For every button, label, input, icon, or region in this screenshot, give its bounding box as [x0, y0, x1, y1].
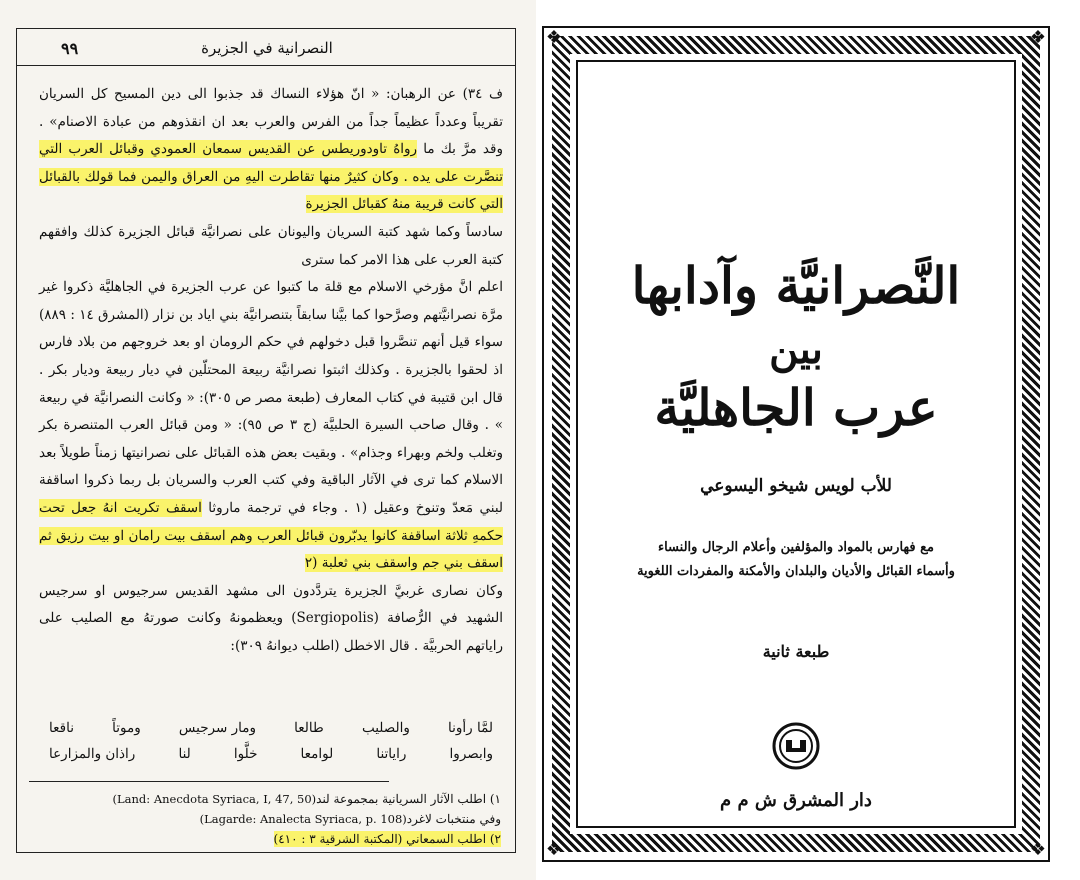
verse-word: خلَّوا: [233, 746, 258, 762]
title-page-content: [576, 60, 1016, 828]
highlighted-footnote: [274, 831, 501, 847]
page-number: ٩٩: [61, 39, 79, 58]
footnote-body: [196, 812, 501, 826]
running-title: النصرانية في الجزيرة: [201, 39, 333, 57]
verse-word: ناقعا: [49, 720, 74, 736]
corner-ornament-icon: ❖: [545, 839, 563, 860]
text-segment: ف ٣٤) عن الرهبان: « انّ هؤلاء النساك قد جذبوا الى دين المسيح كل السريان تقريباً وعدداً عظيماً جداً من الفرس والعرب بعد ان انقذوهم من عبادة الاصنام» . وقد مرَّ بك ما: [39, 86, 503, 158]
footnote-text: اطلب الآثار السريانية بمجموعة لند: [316, 792, 487, 806]
text-segment: ويعظمونهُ وكانت صورتهُ مع الصليب على راياتهم الحربيَّة . قال الاخطل (اطلب ديوانهُ ٣٠٩):: [39, 610, 503, 654]
verse-word: وابصروا: [449, 746, 493, 762]
description: [586, 536, 1006, 584]
text-segment: سادساً وكما شهد كتبة السريان واليونان على نصرانيَّة قبائل الجزيرة كذلك وافقهم كتبة العرب على هذا الامر كما سترى: [39, 223, 503, 268]
left-page: [0, 0, 536, 880]
text-frame: [16, 28, 516, 853]
verse-line: [49, 741, 493, 767]
edition: طبعة ثانية: [762, 642, 830, 661]
footnote-text: وفي منتخبات لاغرد: [406, 812, 501, 826]
footnote-rule: [29, 781, 389, 782]
body-text: [39, 81, 503, 660]
verse-word: وموتاً: [112, 720, 141, 736]
highlighted-text: اسقف تكريت انهُ جعل تحت حكمهِ ثلاثة اساقفة كانوا يدبّرون قبائل العرب وهم اسقف بيت رامان او بيت رزيق ثم اسقف بني جم واسقف بني ثعلبة (٢: [39, 499, 503, 572]
footnote-text: اطلب السمعاني (المكتبة الشرقية ٣ : ٤١٠): [273, 832, 487, 846]
head-rule: [17, 65, 515, 66]
text-segment: (Sergiopolis): [291, 610, 379, 627]
author: للأب لويس شيخو اليسوعي: [700, 476, 892, 496]
footnote-latin-reference: (Lagarde: Analecta Syriaca, p. 108): [195, 812, 407, 826]
footnote: [39, 809, 501, 829]
book-title-line-3: عرب الجاهليَّة: [654, 378, 938, 437]
book-title-line-1: النَّصرانيَّة وآدابها: [631, 256, 961, 315]
publisher: دار المشرق ش م م: [720, 790, 872, 811]
corner-ornament-icon: ❖: [1029, 27, 1047, 48]
paragraph: [39, 578, 503, 661]
paragraph: [39, 219, 503, 274]
footnote-number: ١): [486, 792, 501, 806]
footnote-latin-reference: (Land: Anecdota Syriaca, I, 47, 50): [108, 792, 317, 806]
footnotes: [39, 789, 501, 849]
book-title-line-2: بين: [769, 326, 823, 373]
verse-word: راذان والمزارعا: [49, 746, 136, 762]
verse-word: راياتنا: [376, 746, 407, 762]
text-segment: اعلم انَّ مؤرخي الاسلام مع قلة ما كتبوا عن عرب الجزيرة في الجاهليَّة ذكروا غير مرَّة نصرانيَّتهم وصرَّحوا كما بيَّنا سابقاً بتنصرانيَّة بني اياد بن نزار (المشرق ١٤ : ٨٨٩) سواء قيل أنهم تنصَّروا قبل دخولهم في حكم الرومان او بعد خروجهم من بلاد فارس اذ لحقوا بالجزيرة . وكذلك اثبتوا نصرانيَّة ربيعة المحتلّين في ديار ربيعة وديار بكر . قال ابن قتيبة في كتاب المعارف (طبعة مصر ص ٣٠٥): « وكانت النصرانيَّة في ربيعة » . وقال صاحب السيرة الحلبيَّة (ج ٣ ص ٩٥): « ومن قبائل العرب المتنصرة بكر وتغلب ولخم وبهراء وجذام» . وبقيت بعض هذه القبائل على نصرانيتها زمناً طويلاً بعد الاسلام كما ترى في الآثار الباقية وفي كتب العرب والسريان بل ربما ذكروا اساقفة لبني مَعدّ وتنوخ وعقيل (١ . وجاء في ترجمة ماروثا: [39, 279, 504, 516]
highlighted-text: رواهُ تاودوريطس عن القديس سمعان العمودي وقبائل العرب التي تنصَّرت على يده . وكان كثيرٌ منها تقاطرت اليهِ من العراق واليمن فما قولك بالقبائل التي كانت قريبة منهُ كقبائل الجزيرة: [39, 141, 503, 213]
verse-word: والصليب: [361, 720, 410, 736]
paragraph: [39, 81, 503, 219]
verse-word: طالعا: [294, 720, 324, 736]
verse-word: لمَّا رأونا: [448, 720, 493, 736]
corner-ornament-icon: ❖: [545, 27, 563, 48]
footnote: [39, 789, 501, 809]
title-page: [542, 26, 1050, 862]
paragraph: [39, 274, 503, 578]
description-line-2: وأسماء القبائل والأديان والبلدان والأمكنة والمفردات اللغوية: [637, 564, 955, 579]
text-segment: وكان نصارى غربيَّ الجزيرة يتردَّدون الى مشهد القديس سرجيوس او سرجيس الشهيد في الرُّصافة: [39, 582, 503, 627]
footnote-body: [109, 792, 501, 806]
description-line-1: مع فهارس بالمواد والمؤلفين وأعلام الرجال والنساء: [657, 540, 935, 555]
verse-word: لنا: [178, 746, 191, 762]
verse-block: [49, 715, 493, 775]
corner-ornament-icon: ❖: [1029, 839, 1047, 860]
verse-word: ومار سرجيس: [178, 720, 256, 736]
verse-line: [49, 715, 493, 741]
running-head: [17, 29, 515, 63]
verse-word: لوامعا: [300, 746, 334, 762]
publisher-logo-icon: [772, 722, 820, 770]
footnote-number: ٢): [486, 832, 501, 846]
footnote: [39, 829, 501, 849]
